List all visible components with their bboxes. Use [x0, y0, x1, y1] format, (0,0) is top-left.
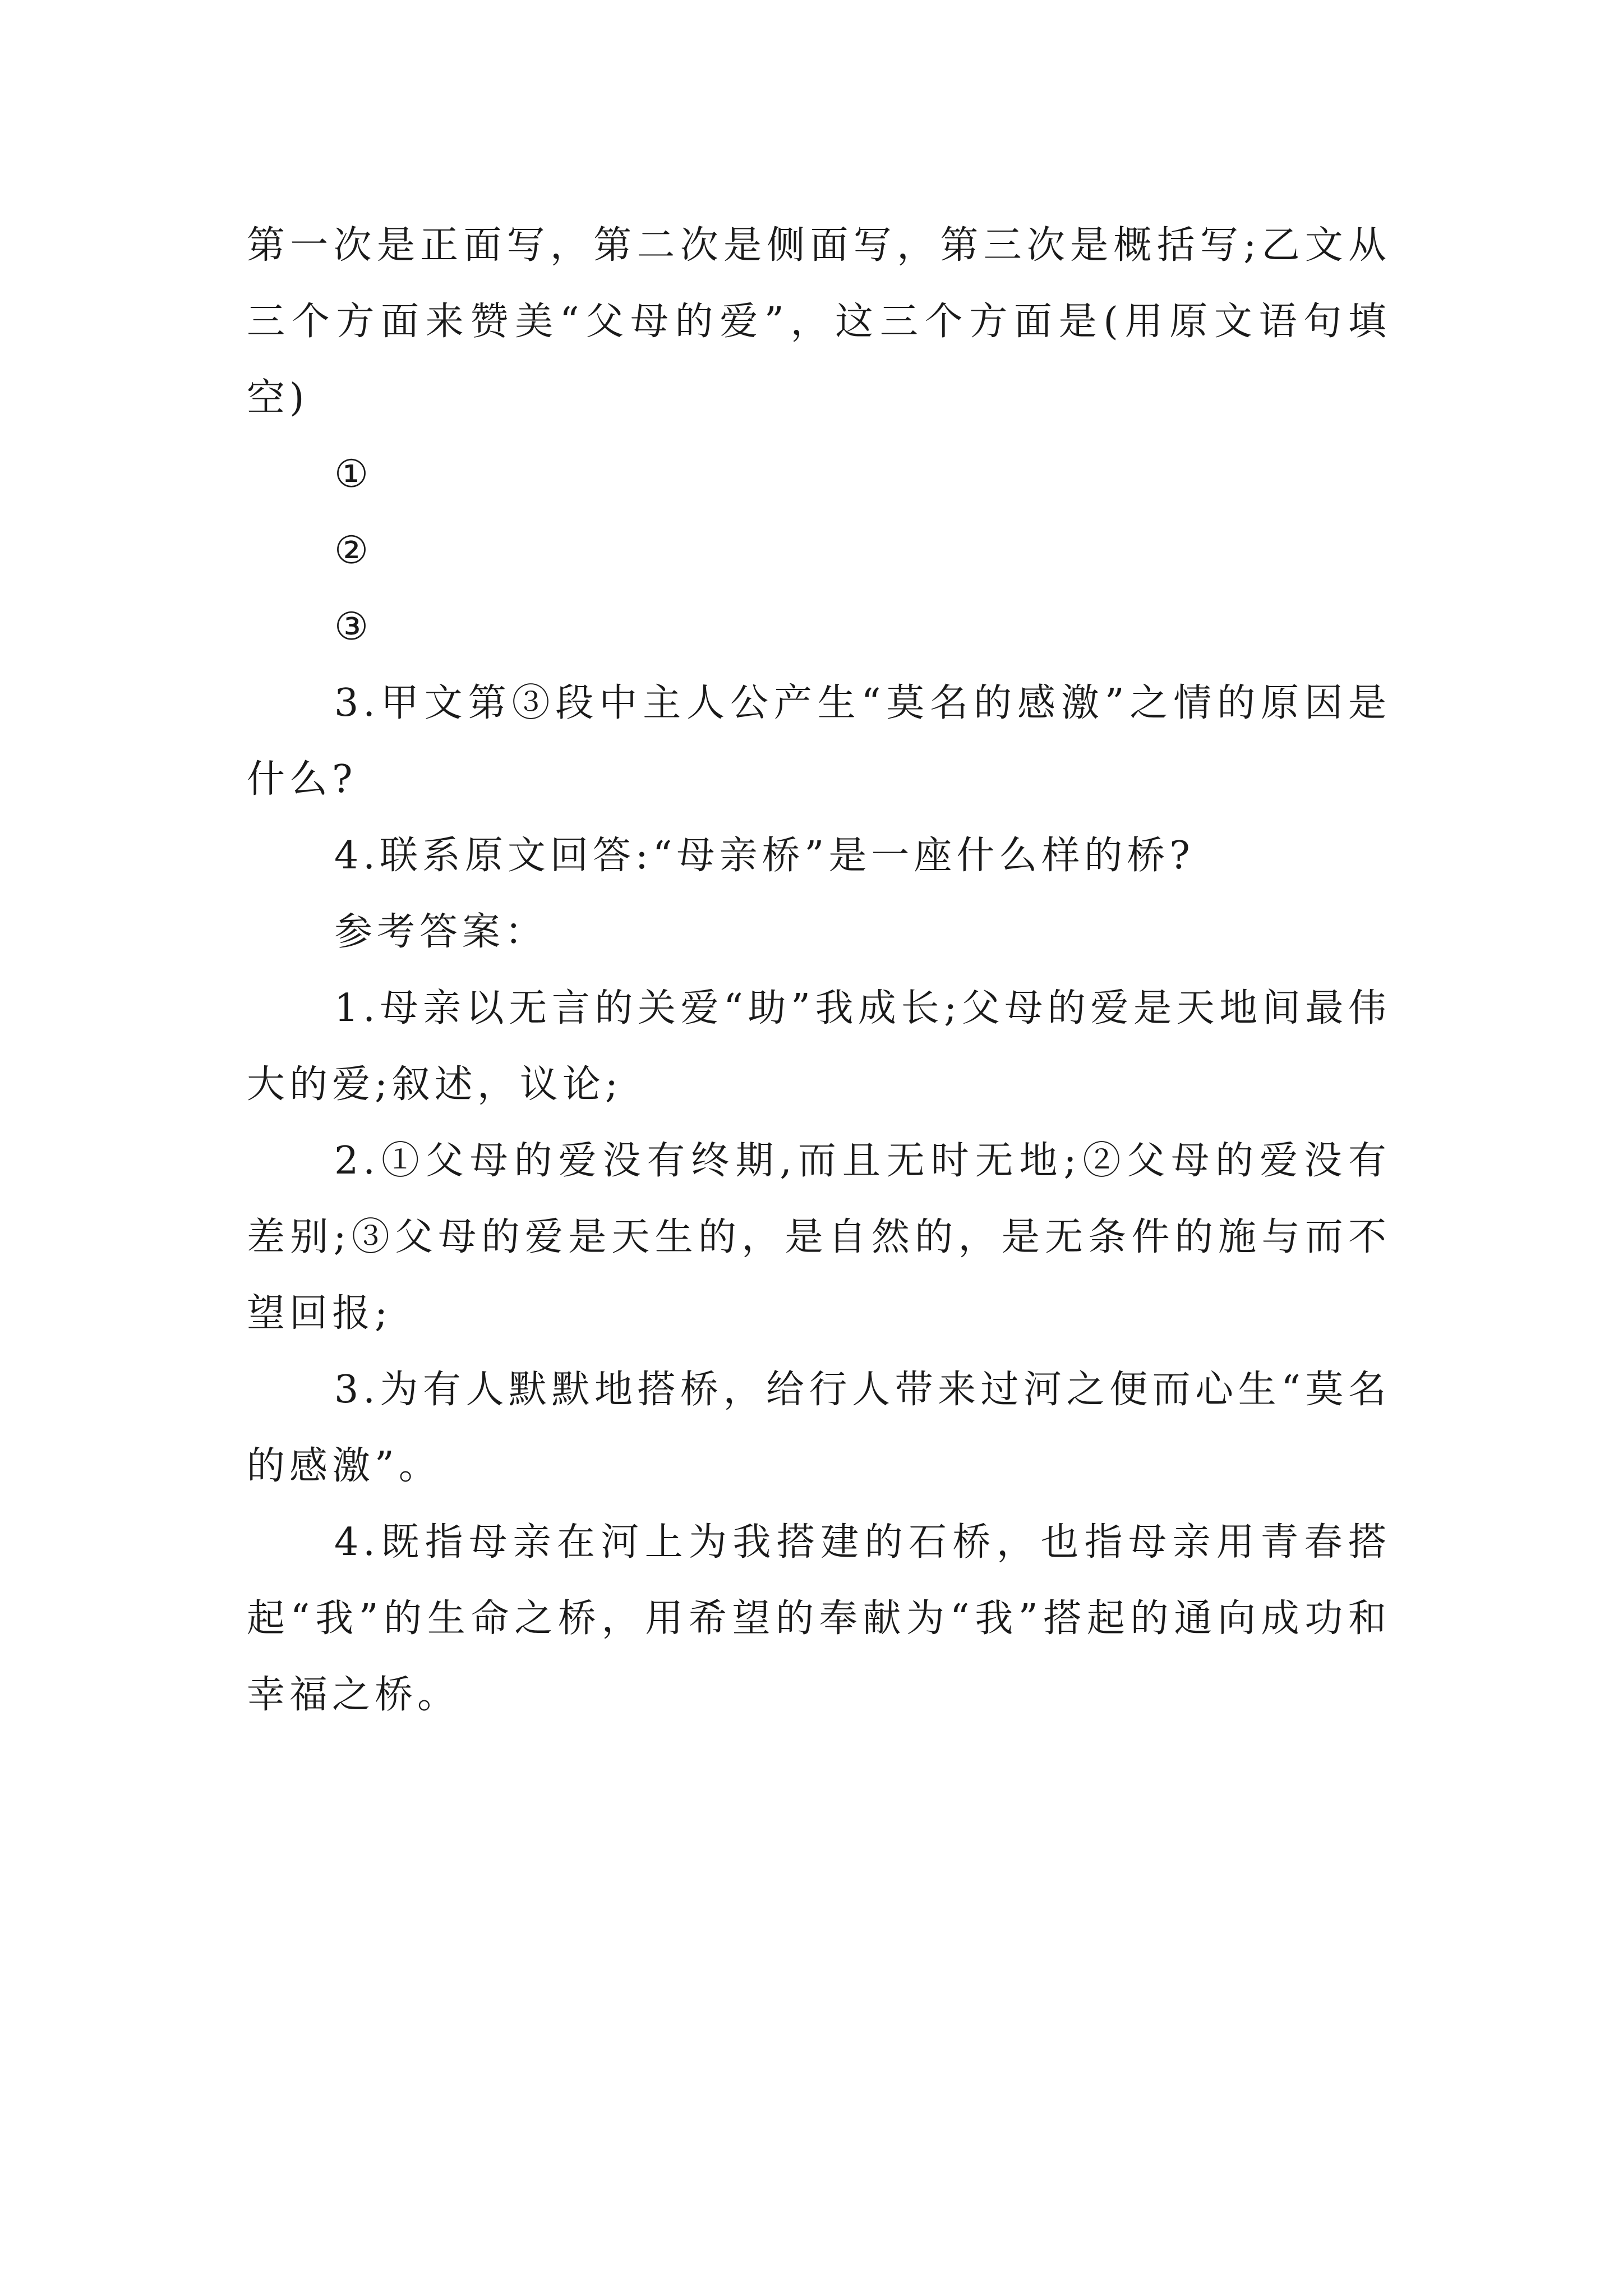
blank-item-1: ① — [334, 452, 373, 496]
answer-4: 4.既指母亲在河上为我搭建的石桥，也指母亲用青春搭起“我”的生命之桥，用希望的奉献为“我”搭起的通向成功和幸福之桥。 — [247, 1520, 1391, 1717]
question-4: 4.联系原文回答:“母亲桥”是一座什么样的桥? — [334, 834, 1195, 878]
blank-item-3: ③ — [334, 605, 373, 649]
answer-1: 1.母亲以无言的关爱“助”我成长;父母的爱是天地间最伟大的爱;叙述，议论; — [247, 986, 1391, 1107]
answer-heading: 参考答案： — [334, 910, 548, 954]
document-body — [247, 208, 1391, 1733]
question-3: 3.甲文第③段中主人公产生“莫名的感激”之情的原因是什么? — [247, 681, 1391, 802]
answer-2: 2.①父母的爱没有终期,而且无时无地;②父母的爱没有差别;③父母的爱是天生的，是自然的，是无条件的施与而不望回报; — [247, 1139, 1391, 1336]
answer-3: 3.为有人默默地搭桥，给行人带来过河之便而心生“莫名的感激”。 — [247, 1368, 1391, 1488]
paragraph-intro: 第一次是正面写，第二次是侧面写，第三次是概括写;乙文从三个方面来赞美“父母的爱”，这三个方面是(用原文语句填空) — [247, 223, 1391, 420]
blank-item-2: ② — [334, 528, 373, 573]
